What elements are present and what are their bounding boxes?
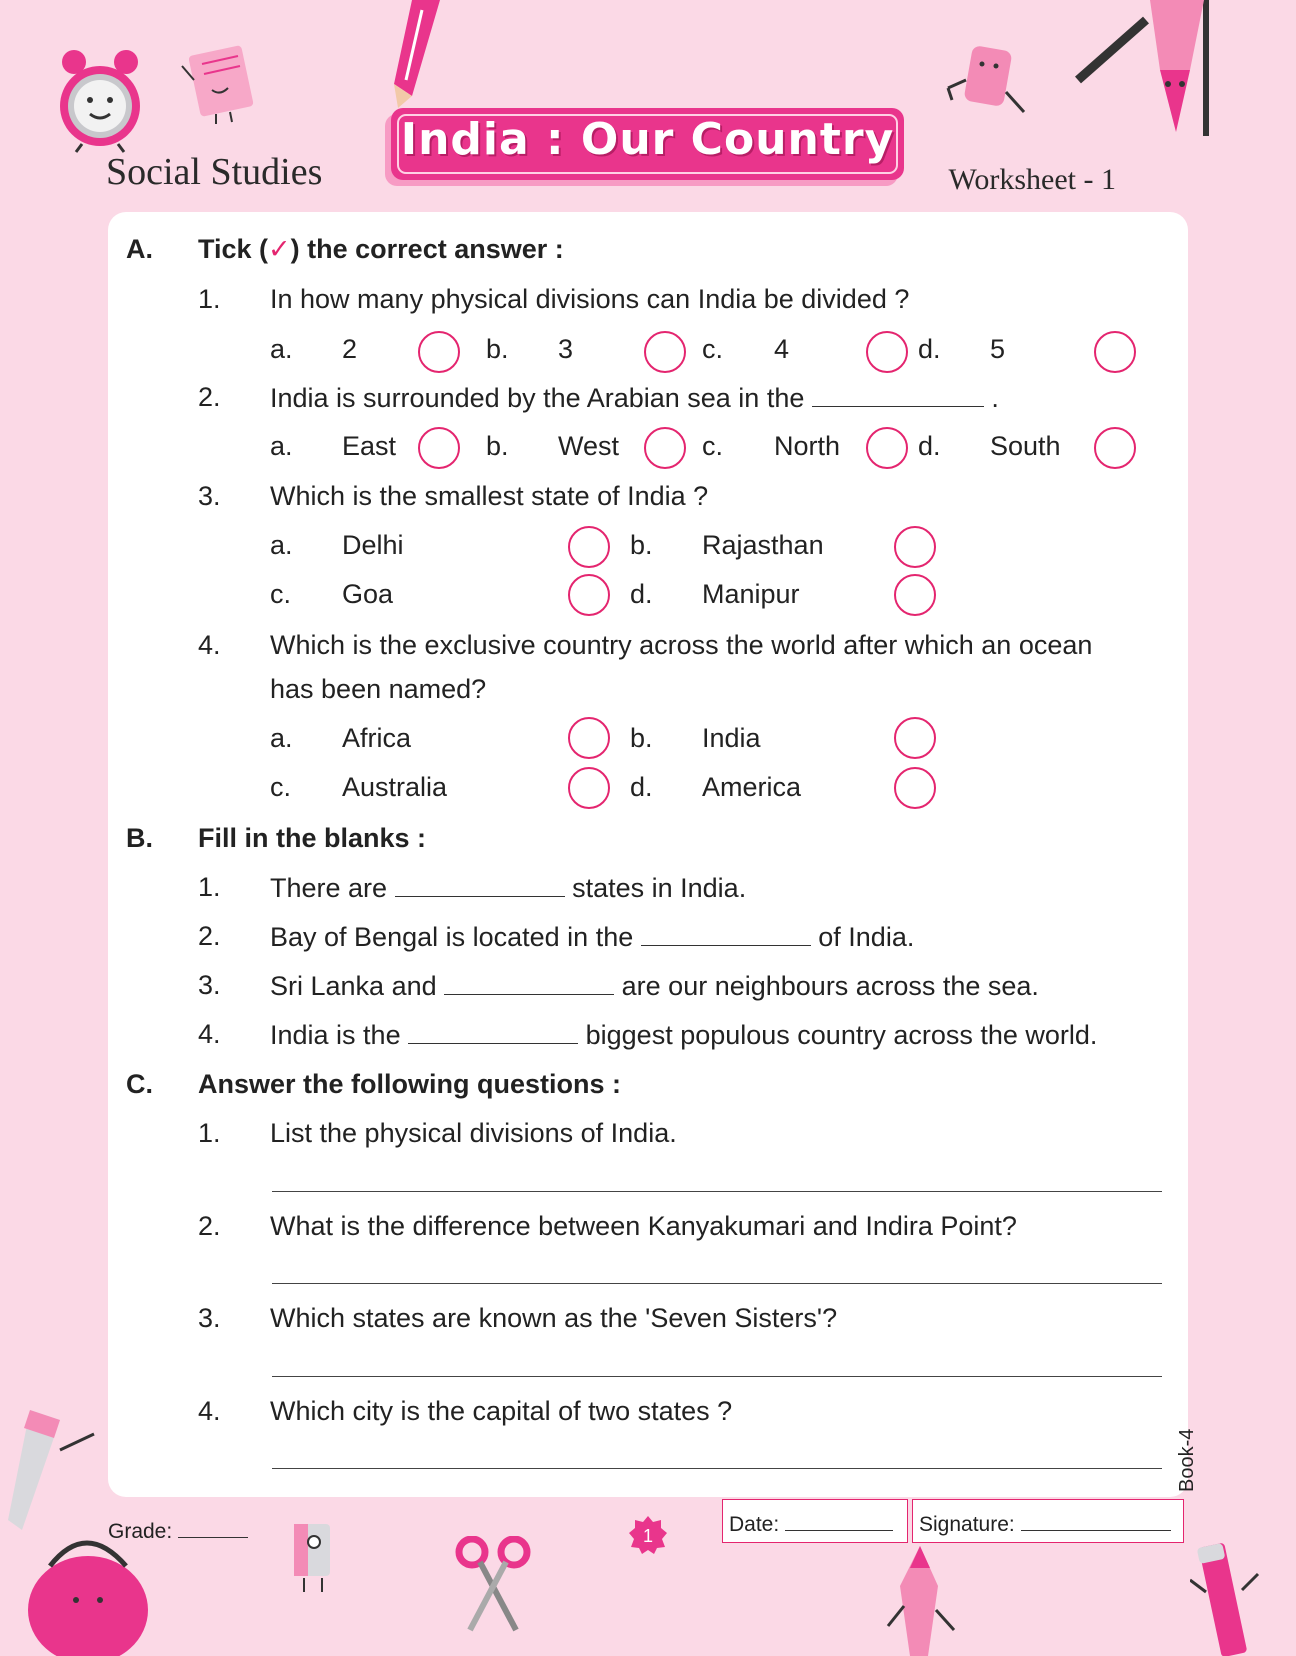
question-number: 3. [198,481,221,511]
option-text: West [558,431,620,461]
crayon-character-icon [880,1546,960,1656]
answer-circle-q1-c[interactable] [866,331,908,373]
option-text: Rajasthan [702,530,824,560]
option-text: South [990,431,1061,461]
option-text: Delhi [342,530,404,560]
section-c-letter: C. [126,1069,153,1099]
sharpener-character-icon [284,1518,344,1598]
option-text: 2 [342,334,358,364]
section-c-title: Answer the following questions : [198,1069,622,1099]
question-text-line-2: has been named? [270,674,487,704]
signature-field[interactable]: Signature: [912,1499,1184,1543]
question-text: Which states are known as the 'Seven Sisters'? [270,1303,838,1333]
answer-circle-q4-b[interactable] [894,717,936,759]
section-a-letter: A. [126,234,153,264]
answer-circle-q2-a[interactable] [418,427,460,469]
question-number: 4. [198,630,221,660]
answer-line[interactable] [272,1190,1162,1192]
question-text: Which city is the capital of two states ? [270,1396,733,1426]
option-letter: c. [702,334,724,364]
section-b-letter: B. [126,823,153,853]
answer-circle-q3-b[interactable] [894,526,936,568]
ruler-character-icon [8,1410,98,1530]
option-letter: c. [270,772,292,802]
book-tag: Book-4 [1176,1428,1198,1492]
option-letter: b. [630,530,653,560]
option-text: 3 [558,334,574,364]
option-letter: c. [702,431,724,461]
worksheet-number: Worksheet - 1 [948,163,1116,196]
question-text: Which is the smallest state of India ? [270,481,709,511]
question-text-line-1: Which is the exclusive country across the world after which an ocean [270,630,1093,660]
answer-circle-q3-d[interactable] [894,574,936,616]
question-number: 4. [198,1019,221,1049]
fill-blank-text: Sri Lanka and are our neighbours across the sea. [270,971,1039,1001]
option-letter: a. [270,530,293,560]
page-number-badge [628,1515,668,1555]
question-text: What is the difference between Kanyakumari and Indira Point? [270,1211,1017,1241]
option-text: Goa [342,579,394,609]
answer-circle-q1-d[interactable] [1094,331,1136,373]
answer-line[interactable] [272,1282,1162,1284]
fill-blank[interactable] [641,921,811,946]
pencil-character-icon [382,0,452,110]
answer-line[interactable] [272,1467,1162,1469]
question-number: 2. [198,921,221,951]
fill-blank[interactable] [444,970,614,995]
option-letter: a. [270,431,293,461]
question-number: 4. [198,1396,221,1426]
question-text: List the physical divisions of India. [270,1118,677,1148]
grade-field: Grade: [108,1519,248,1544]
pen-character-icon [1190,1540,1260,1656]
question-text: India is surrounded by the Arabian sea in the . [270,383,999,413]
subject-label: Social Studies [106,151,323,193]
title-banner [391,108,904,180]
question-text: In how many physical divisions can India be divided ? [270,284,910,314]
answer-circle-q4-c[interactable] [568,767,610,809]
page-number: 1 [642,1526,654,1546]
section-b-title: Fill in the blanks : [198,823,427,853]
fill-blank[interactable] [395,872,565,897]
answer-circle-q2-c[interactable] [866,427,908,469]
fill-blank[interactable] [408,1019,578,1044]
answer-line[interactable] [272,1375,1162,1377]
option-letter: a. [270,334,293,364]
question-number: 2. [198,1211,221,1241]
option-text: America [702,772,802,802]
answer-circle-q2-d[interactable] [1094,427,1136,469]
option-letter: d. [630,772,653,802]
question-number: 3. [198,970,221,1000]
option-text: Australia [342,772,448,802]
tick-mark-icon: ✓ [268,234,291,264]
option-text: 4 [774,334,790,364]
scissors-icon [454,1536,534,1636]
option-text: India [702,723,761,753]
question-number: 2. [198,382,221,412]
section-a-title: Tick (✓) the correct answer : [198,234,564,264]
answer-circle-q4-d[interactable] [894,767,936,809]
date-field[interactable]: Date: [722,1499,908,1543]
grade-blank[interactable] [178,1519,248,1538]
notebook-character-icon [176,44,266,124]
question-number: 3. [198,1303,221,1333]
option-letter: c. [270,579,292,609]
option-text: 5 [990,334,1006,364]
answer-circle-q3-c[interactable] [568,574,610,616]
option-letter: b. [486,431,509,461]
pencil-and-stick-icon [1070,0,1220,140]
option-text: East [342,431,397,461]
option-letter: b. [486,334,509,364]
fill-blank-text: There are states in India. [270,873,747,903]
alarm-clock-icon [52,44,152,154]
option-text: Manipur [702,579,800,609]
question-number: 1. [198,1118,221,1148]
eraser-character-icon [944,42,1034,122]
answer-circle-q4-a[interactable] [568,717,610,759]
answer-circle-q1-b[interactable] [644,331,686,373]
fill-blank-text: India is the biggest populous country across the world. [270,1020,1098,1050]
option-letter: d. [918,431,941,461]
option-text: Africa [342,723,412,753]
page-title: India : Our Country [400,114,895,165]
answer-blank[interactable] [812,382,984,407]
option-letter: d. [918,334,941,364]
option-letter: a. [270,723,293,753]
option-letter: b. [630,723,653,753]
option-letter: d. [630,579,653,609]
option-text: North [774,431,841,461]
fill-blank-text: Bay of Bengal is located in the of India. [270,922,915,952]
answer-circle-q3-a[interactable] [568,526,610,568]
answer-circle-q2-b[interactable] [644,427,686,469]
answer-circle-q1-a[interactable] [418,331,460,373]
question-number: 1. [198,872,221,902]
question-number: 1. [198,284,221,314]
